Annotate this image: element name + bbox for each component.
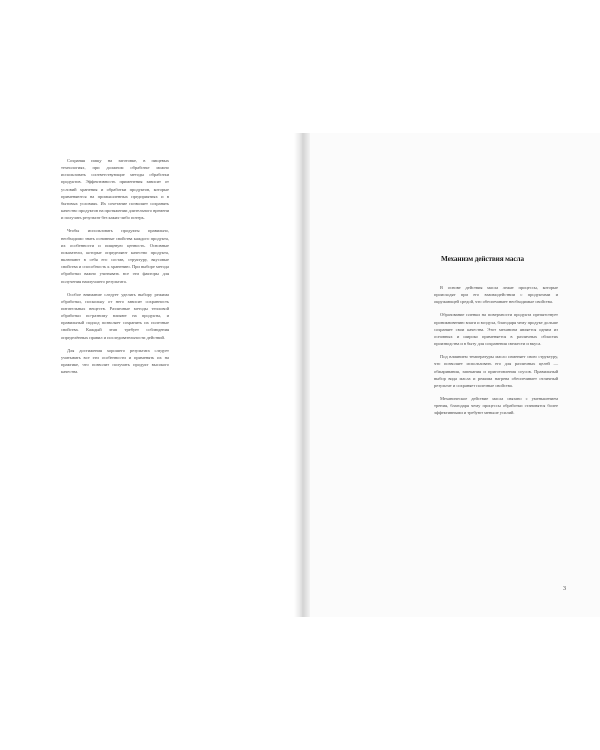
left-page-text bbox=[61, 157, 169, 375]
paragraph: Образование пленки на поверхности продукта препятствует проникновению влаги и воздуха, благодаря чему продукт дольше сохраняет свои качества. Этот механизм является одним из основных и широко применяется в различных областях производства и в быту для сохранения свежести и вкуса. bbox=[434, 312, 558, 347]
section-heading: Механизм действия масла bbox=[441, 255, 524, 263]
paragraph: Для достижения хорошего результата следует учитывать все эти особенности и применять их на практике, что позволит получить продукт высокого качества. bbox=[61, 347, 169, 375]
paragraph: Особое внимание следует уделять выбору режима обработки, поскольку от него зависит сохранность питательных веществ. Различные методы тепловой обработки по-разному влияют на продукты, и правильный подход позволяет сохранить их полезные свойства. Каждый этап требует соблюдения определённых правил и последовательности действий. bbox=[61, 291, 169, 340]
paragraph: Сохраняя пищу на заготовке, в пищевых технологиях, при должном обработке можно использовать соответствующие методы обработки продуктов. Эффективность применения зависит от условий хранения и обработки продуктов, которые применяются на промышленных предприятиях и в бытовых условиях. Их сочетание позволяет сохранять качество продуктов на протяжении длительного времени и получать результат без каких-либо потерь. bbox=[61, 158, 169, 221]
paragraph: Чтобы использовать продукты правильно, необходимо знать основные свойства каждого продукта, их особенности и пищевую ценность. Основные показатели, которые определяют качество продукта, включают в себя его состав, структуру, вкусовые свойства и способность к хранению. При выборе метода обработки важно учитывать все эти факторы для получения наилучшего результата. bbox=[61, 228, 169, 284]
right-page-text bbox=[434, 284, 558, 417]
paragraph: В основе действия масла лежат процессы, которые происходят при его взаимодействии с продуктами и окружающей средой, что обеспечивает необходимые свойства. bbox=[434, 285, 558, 305]
page-number: 3 bbox=[563, 586, 566, 592]
book-gutter bbox=[294, 133, 310, 617]
paragraph: Механическое действие масла связано с уменьшением трения, благодаря чему процессы обработки становятся более эффективными и требуют меньше усилий. bbox=[434, 396, 558, 416]
paragraph: Под влиянием температуры масло изменяет свою структуру, что позволяет использовать его для различных целей — обжаривания, запекания и приготовления соусов. Правильный выбор вида масла и режима нагрева обеспечивает отличный результат и сохраняет полезные свойства. bbox=[434, 354, 558, 388]
